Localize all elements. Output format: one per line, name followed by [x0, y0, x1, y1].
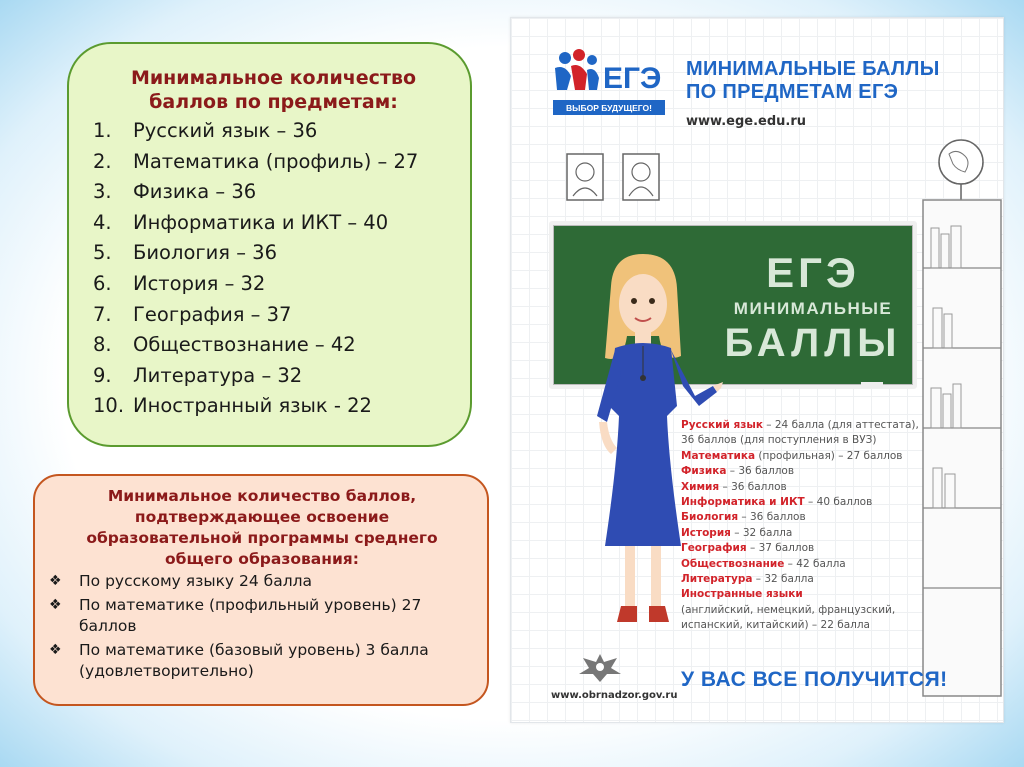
- score-line: Химия – 36 баллов: [681, 480, 787, 493]
- bullet-item: [49, 595, 475, 638]
- list-text: Литература – 32: [133, 363, 303, 387]
- list-item: [93, 300, 454, 331]
- obrnadzor-emblem-icon: [577, 650, 623, 684]
- list-text: Биология – 36: [133, 241, 277, 265]
- score-line: испанский, китайский) – 22 балла: [681, 619, 870, 632]
- score-line: Физика – 36 баллов: [681, 465, 795, 478]
- list-number: 4.: [93, 210, 112, 234]
- list-number: 9.: [93, 363, 112, 387]
- score-line: Биология – 36 баллов: [681, 511, 806, 524]
- list-item: [93, 391, 454, 422]
- score-line: Математика (профильная) – 27 баллов: [681, 449, 903, 462]
- svg-text:ЕГЭ: ЕГЭ: [603, 62, 662, 95]
- list-number: 3.: [93, 180, 112, 204]
- list-item: [93, 116, 454, 147]
- min-scores-title-line2: баллов по предметам:: [149, 91, 398, 113]
- list-number: 8.: [93, 333, 112, 357]
- list-number: 5.: [93, 241, 112, 265]
- score-line: 36 баллов (для поступления в ВУЗ): [681, 434, 877, 447]
- poster-slogan: У ВАС ВСЕ ПОЛУЧИТСЯ!: [681, 668, 948, 691]
- education-scores-panel: [33, 474, 489, 706]
- education-title-line: образовательной программы среднего: [86, 529, 438, 547]
- diamond-bullet-icon: ❖: [49, 641, 62, 658]
- score-line: Русский язык – 24 балла (для аттестата),: [681, 419, 919, 431]
- board-text-line1: ЕГЭ: [766, 249, 860, 296]
- board-eraser: [861, 382, 883, 388]
- ege-logo-icon: [547, 46, 667, 118]
- poster-url: www.ege.edu.ru: [686, 114, 806, 129]
- education-title-line: общего образования:: [165, 550, 359, 568]
- score-line: Литература – 32 балла: [681, 573, 814, 586]
- svg-text:ВЫБОР БУДУЩЕГО!: ВЫБОР БУДУЩЕГО!: [566, 103, 652, 113]
- list-text: Иностранный язык - 22: [133, 394, 372, 418]
- min-scores-title: [93, 66, 454, 114]
- ege-poster: [510, 17, 1004, 723]
- board-text-line2: МИНИМАЛЬНЫЕ: [733, 299, 893, 318]
- score-line: Информатика и ИКТ – 40 баллов: [681, 496, 873, 509]
- education-title-line: Минимальное количество баллов,: [107, 487, 417, 505]
- list-number: 1.: [93, 119, 112, 142]
- score-line: История – 32 балла: [681, 526, 793, 539]
- list-item: [93, 208, 454, 239]
- list-item: [93, 330, 454, 361]
- list-item: [93, 238, 454, 269]
- diamond-bullet-icon: ❖: [49, 573, 62, 589]
- list-number: 10.: [93, 394, 125, 418]
- list-text: Русский язык – 36: [133, 119, 318, 142]
- list-number: 7.: [93, 302, 112, 326]
- poster-heading-line2: ПО ПРЕДМЕТАМ ЕГЭ: [686, 81, 899, 103]
- poster-heading: [686, 58, 986, 104]
- bullet-text: По русскому языку 24 балла: [79, 572, 313, 590]
- score-line: География – 37 баллов: [681, 542, 815, 555]
- score-line: (английский, немецкий, французский,: [681, 603, 896, 616]
- bullet-text: По математике (базовый уровень) 3 балла (удовлетворительно): [79, 640, 429, 680]
- min-scores-title-line1: Минимальное количество: [130, 67, 417, 89]
- bookshelf-illustration: [921, 198, 1003, 698]
- board-text-line3: БАЛЛЫ: [724, 321, 902, 365]
- list-text: Математика (профиль) – 27: [133, 149, 419, 173]
- list-text: Обществознание – 42: [133, 333, 356, 357]
- diamond-bullet-icon: ❖: [49, 596, 62, 613]
- education-scores-title: [49, 486, 475, 570]
- list-item: [93, 177, 454, 208]
- bullet-item: [49, 571, 475, 593]
- bullet-item: [49, 640, 475, 683]
- list-number: 2.: [93, 149, 112, 173]
- score-line: Иностранные языки: [681, 588, 803, 601]
- list-item: [93, 269, 454, 300]
- portraits-illustration: [561, 148, 691, 208]
- list-number: 6.: [93, 271, 112, 295]
- poster-heading-line1: МИНИМАЛЬНЫЕ БАЛЛЫ: [686, 58, 940, 80]
- list-text: География – 37: [133, 302, 292, 326]
- list-text: Информатика и ИКТ – 40: [133, 210, 389, 234]
- subject-list: [93, 116, 454, 422]
- poster-footer-url: www.obrnadzor.gov.ru: [551, 690, 678, 701]
- list-text: Физика – 36: [133, 180, 257, 204]
- poster-scores-list: [681, 418, 921, 634]
- list-text: История – 32: [133, 271, 266, 295]
- min-scores-panel: [67, 42, 472, 447]
- list-item: [93, 361, 454, 392]
- education-title-line: подтверждающее освоение: [134, 508, 390, 526]
- list-item: [93, 147, 454, 178]
- score-line: Обществознание – 42 балла: [681, 557, 846, 570]
- bullet-list: [49, 571, 475, 683]
- bullet-text: По математике (профильный уровень) 27 баллов: [79, 595, 422, 635]
